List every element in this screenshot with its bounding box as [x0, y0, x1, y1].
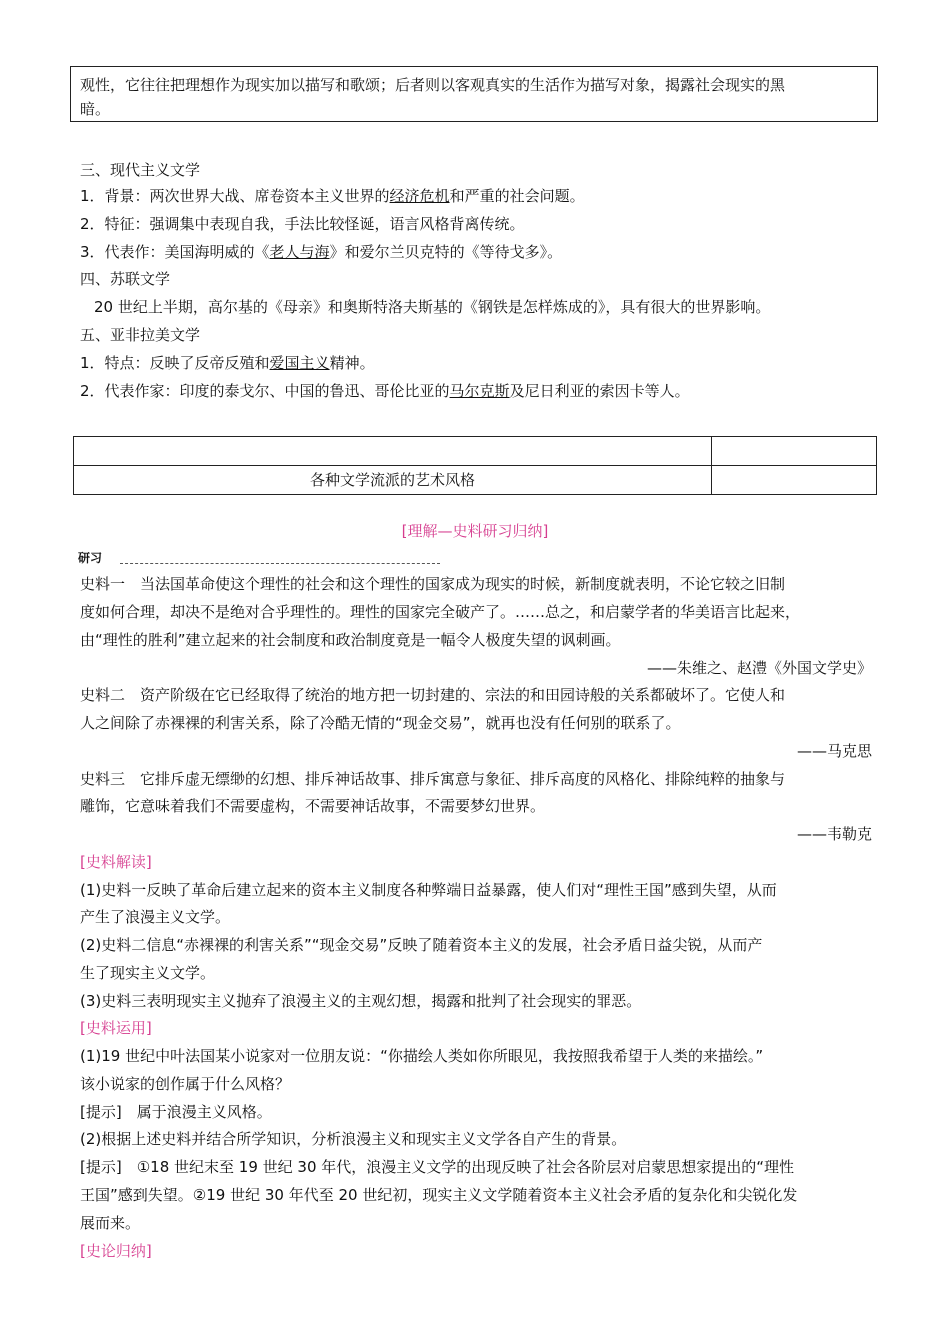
apply-q1-line2: 该小说家的创作属于什么风格？ [80, 1075, 291, 1093]
interpret-p2-line2: 生了现实主义文学。 [80, 964, 216, 982]
source1-attribution: ——朱维之、赵澧《外国文学史》 [646, 659, 872, 677]
source1-line2: 度如何合理，却决不是绝对合乎理性的。理性的国家完全破产了。……总之，和启蒙学者的华美语言比起来， [80, 603, 801, 621]
source1-line1: 史料一 当法国革命使这个理性的社会和这个理性的国家成为现实的时候，新制度就表明，不论它较之旧制 [80, 575, 786, 593]
section3-item2: 2．特征：强调集中表现自我，手法比较怪诞，语言风格背离传统。 [80, 215, 525, 233]
table-cell: 各种文学流派的艺术风格 [309, 471, 475, 489]
section3-item3: 3．代表作：美国海明威的《老人与海》和爱尔兰贝克特的《等待戈多》。 [80, 243, 563, 261]
conclusion-heading: [史论归纳] [80, 1242, 152, 1260]
interpret-heading: [史料解读] [80, 853, 152, 871]
interpret-p1-line2: 产生了浪漫主义文学。 [80, 908, 231, 926]
section3-title: 三、现代主义文学 [80, 161, 201, 179]
style-table [73, 436, 877, 495]
source2-line2: 人之间除了赤裸裸的利害关系，除了冷酷无情的“现金交易”，就再也没有任何别的联系了。 [80, 714, 681, 732]
section3-item1: 1．背景：两次世界大战、席卷资本主义世界的经济危机和严重的社会问题。 [80, 187, 585, 205]
study-tag: 研习 [78, 551, 103, 565]
study-tag-divider [120, 563, 440, 564]
apply-hint2-line1: [提示] ①18 世纪末至 19 世纪 30 年代，浪漫主义文学的出现反映了社会各阶层对启蒙思想家提出的“理性 [80, 1158, 795, 1176]
apply-hint2-line3: 展而来。 [80, 1214, 141, 1232]
interpret-p1-line1: (1)史料一反映了革命后建立起来的资本主义制度各种弊端日益暴露，使人们对“理性王国”感到失望，从而 [80, 881, 777, 899]
apply-q2: (2)根据上述史料并结合所学知识，分析浪漫主义和现实主义文学各自产生的背景。 [80, 1130, 627, 1148]
source3-attribution: ——韦勒克 [796, 825, 872, 843]
section5-item1: 1．特点：反映了反帝反殖和爱国主义精神。 [80, 354, 375, 372]
source2-attribution: ——马克思 [796, 742, 872, 760]
source2-line1: 史料二 资产阶级在它已经取得了统治的地方把一切封建的、宗法的和田园诗般的关系都破坏了。它使人和 [80, 686, 786, 704]
section5-item2: 2．代表作家：印度的泰戈尔、中国的鲁迅、哥伦比亚的马尔克斯及尼日利亚的索因卡等人。 [80, 382, 690, 400]
section4-text: 20 世纪上半期，高尔基的《母亲》和奥斯特洛夫斯基的《钢铁是怎样炼成的》，具有很大的世界影响。 [94, 298, 771, 316]
apply-hint2-line2: 王国”感到失望。②19 世纪 30 年代至 20 世纪初，现实主义文学随着资本主义社会矛盾的复杂化和尖锐化发 [80, 1186, 798, 1204]
section4-title: 四、苏联文学 [80, 270, 171, 288]
interpret-p2-line1: (2)史料二信息“赤裸裸的利害关系”“现金交易”反映了随着资本主义的发展，社会矛盾日益尖锐，从而产 [80, 936, 763, 954]
summary-line-1: 观性，它往往把理想作为现实加以描写和歌颂；后者则以客观真实的生活作为描写对象，揭露社会现实的黑 [80, 76, 786, 94]
summary-box [70, 66, 878, 122]
section5-title: 五、亚非拉美文学 [80, 326, 201, 344]
source3-line2: 雕饰，它意味着我们不需要虚构，不需要神话故事，不需要梦幻世界。 [80, 797, 546, 815]
source3-line1: 史料三 它排斥虚无缥缈的幻想、排斥神话故事、排斥寓意与象征、排斥高度的风格化、排除纯粹的抽象与 [80, 770, 786, 788]
source1-line3: 由“理性的胜利”建立起来的社会制度和政治制度竟是一幅令人极度失望的讽刺画。 [80, 631, 621, 649]
table-column-divider [711, 437, 712, 494]
apply-q1-line1: (1)19 世纪中叶法国某小说家对一位朋友说：“你描绘人类如你所眼见，我按照我希望于人类的来描绘。” [80, 1047, 764, 1065]
summary-line-2: 暗。 [80, 100, 111, 118]
study-heading: [理解—史料研习归纳] [401, 522, 549, 540]
apply-hint1: [提示] 属于浪漫主义风格。 [80, 1103, 272, 1121]
apply-heading: [史料运用] [80, 1019, 152, 1037]
interpret-p3: (3)史料三表明现实主义抛弃了浪漫主义的主观幻想，揭露和批判了社会现实的罪恶。 [80, 992, 642, 1010]
